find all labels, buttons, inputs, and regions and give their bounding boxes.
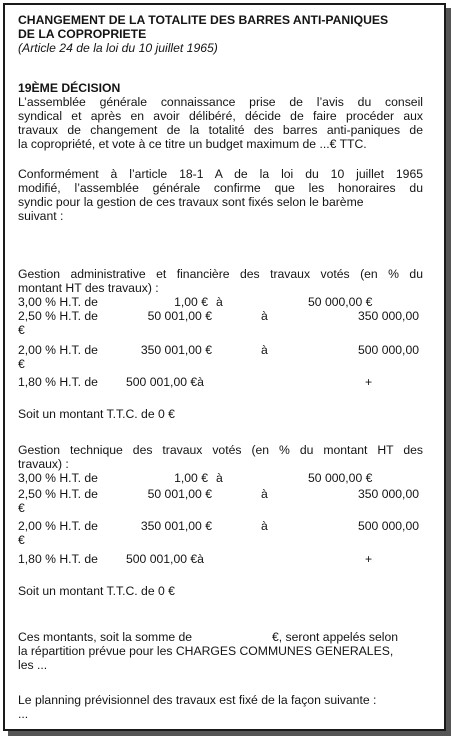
fee-to: 500 000,00 — [358, 343, 419, 357]
paragraph-2-line: modifié, l’assemblée générale confirme que les honoraires du — [18, 181, 423, 195]
fee-to: 50 000,00 € — [308, 295, 373, 309]
planning-text: Le planning prévisionnel des travaux est fixé de la façon suivante : — [18, 693, 377, 707]
fee-from: 50 001,00 € — [147, 309, 212, 323]
document-title-line2: DE LA COPROPRIETE — [18, 27, 147, 41]
paragraph-1-line: la copropriété, et vote à ce titre un budget maximum de ...€ TTC. — [18, 137, 367, 151]
fee-sep: à — [261, 309, 268, 323]
closing-text-end: €, seront appelés selon — [272, 630, 399, 644]
fee-rate: 1,80 % H.T. de — [18, 375, 98, 389]
fee-rate: 2,00 % H.T. de — [18, 519, 98, 533]
fee-sep: à — [261, 487, 268, 501]
fee-total: Soit un montant T.T.C. de 0 € — [18, 407, 175, 421]
fee-from: 350 001,00 € — [140, 519, 212, 533]
fee-to: 350 000,00 — [358, 487, 419, 501]
paragraph-2-line: Conformément à l’article 18-1 A de la loi du 10 juillet 1965 — [18, 167, 423, 181]
fee-rate: 1,80 % H.T. de — [18, 552, 98, 566]
fee-section-heading-line2: travaux) : — [18, 457, 69, 471]
closing-text-start: Ces montants, soit la somme de — [18, 630, 193, 644]
fee-rate: 2,00 % H.T. de — [18, 343, 98, 357]
fee-wrap: € — [18, 501, 25, 515]
fee-sep: à — [216, 471, 223, 485]
fee-to: + — [365, 552, 373, 566]
fee-from: 1,00 € — [174, 295, 208, 309]
closing-text-line3: les ... — [18, 658, 48, 672]
fee-to: 350 000,00 — [358, 309, 419, 323]
paragraph-2-line: suivant : — [18, 209, 64, 223]
planning-text-line2: ... — [18, 707, 29, 721]
closing-text-line2: la répartition prévue pour les CHARGES COMMUNES GENERALES, — [18, 644, 394, 658]
fee-section-heading: Gestion technique des travaux votés (en % du montant HT des — [18, 443, 423, 457]
fee-sep: à — [216, 295, 223, 309]
fee-sep: à — [261, 343, 268, 357]
paragraph-1-line: L’assemblée générale connaissance prise de l’avis du conseil — [18, 95, 423, 109]
fee-wrap: € — [18, 533, 25, 547]
fee-rate: 3,00 % H.T. de — [18, 295, 98, 309]
fee-rate: 3,00 % H.T. de — [18, 471, 98, 485]
fee-wrap: € — [18, 357, 25, 371]
fee-to: + — [365, 375, 373, 389]
fee-to: 50 000,00 € — [308, 471, 373, 485]
paragraph-1-line: syndical et après en avoir délibéré, décide de faire procéder aux — [18, 109, 423, 123]
fee-section-heading-line2: montant HT des travaux) : — [18, 281, 159, 295]
fee-rate: 2,50 % H.T. de — [18, 487, 98, 501]
fee-from: 500 001,00 €à — [126, 552, 204, 566]
document-page — [3, 3, 446, 731]
fee-to: 500 000,00 — [358, 519, 419, 533]
fee-sep: à — [261, 519, 268, 533]
fee-from: 350 001,00 € — [140, 343, 212, 357]
title-reference: (Article 24 de la loi du 10 juillet 1965) — [18, 41, 218, 55]
fee-from: 1,00 € — [174, 471, 208, 485]
fee-rate: 2,50 % H.T. de — [18, 309, 98, 323]
decision-heading: 19ÈME DÉCISION — [18, 81, 121, 95]
fee-section-heading: Gestion administrative et financière des travaux votés (en % du — [18, 267, 423, 281]
fee-wrap: € — [18, 323, 25, 337]
document-title: CHANGEMENT DE LA TOTALITE DES BARRES ANTI-PANIQUES — [18, 13, 389, 27]
paragraph-1-line: travaux de changement de la totalité des barres anti-paniques de — [18, 123, 423, 137]
fee-from: 50 001,00 € — [147, 487, 212, 501]
paragraph-2-line: syndic pour la gestion de ces travaux sont fixés selon le barème — [18, 195, 364, 209]
fee-from: 500 001,00 €à — [126, 375, 204, 389]
fee-total: Soit un montant T.T.C. de 0 € — [18, 584, 175, 598]
